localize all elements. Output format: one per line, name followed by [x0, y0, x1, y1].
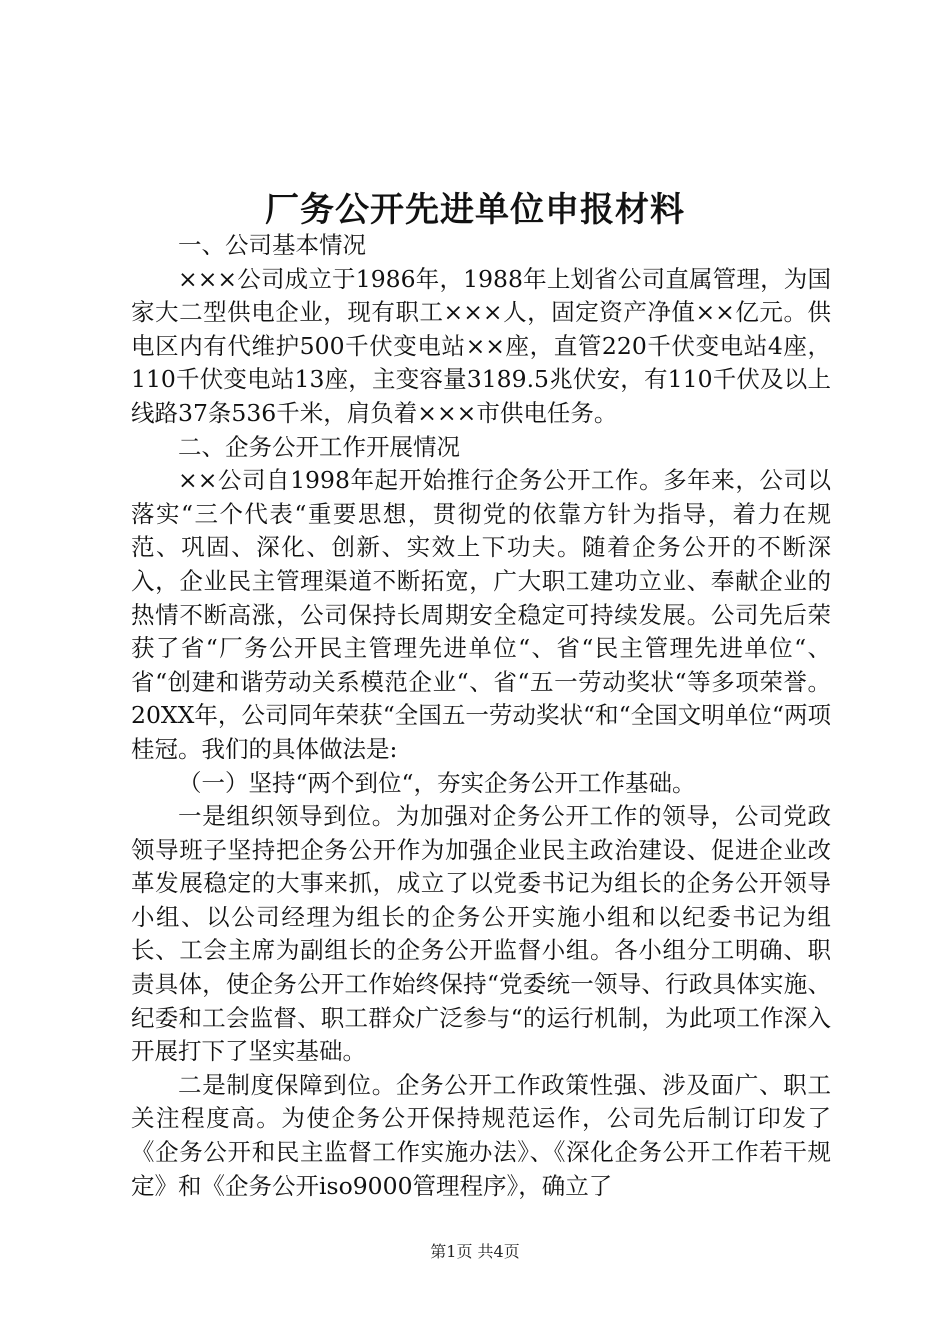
section-heading: 二、企务公开工作开展情况 — [178, 432, 460, 461]
page-number: 第1页 共4页 — [430, 1242, 520, 1261]
body-paragraph: ×××公司成立于1986年，1988年上划省公司直属管理，为国家大二型供电企业，现有职工×××人，固定资产净值××亿元。供电区内有代维护500千伏变电站××座，直管220千伏变电站4座，110千伏变电站13座，主变容量3189.5兆伏安，有110千伏及以上线路37条536千米，肩负着×××市供电任务。 — [131, 264, 831, 427]
document-title: 厂务公开先进单位申报材料 — [265, 190, 685, 230]
document-body — [131, 229, 831, 1203]
subsection-heading: （一）坚持“两个到位“，夯实企务公开工作基础。 — [178, 768, 696, 797]
body-paragraph: 二是制度保障到位。企务公开工作政策性强、涉及面广、职工关注程度高。为使企务公开保持规范运作，公司先后制订印发了《企务公开和民主监督工作实施办法》、《深化企务公开工作若干规定》和《企务公开iso9000管理程序》，确立了 — [131, 1070, 831, 1200]
body-paragraph: 一是组织领导到位。为加强对企务公开工作的领导，公司党政领导班子坚持把企务公开作为加强企业民主政治建设、促进企业改革发展稳定的大事来抓，成立了以党委书记为组长的企务公开领导小组、以公司经理为组长的企务公开实施小组和以纪委书记为组长、工会主席为副组长的企务公开监督小组。各小组分工明确、职责具体，使企务公开工作始终保持“党委统一领导、行政具体实施、纪委和工会监督、职工群众广泛参与“的运行机制，为此项工作深入开展打下了坚实基础。 — [131, 802, 831, 1066]
body-paragraph: ××公司自1998年起开始推行企务公开工作。多年来，公司以落实“三个代表“重要思想，贯彻党的依靠方针为指导，着力在规范、巩固、深化、创新、实效上下功夫。随着企务公开的不断深入，企业民主管理渠道不断拓宽，广大职工建功立业、奉献企业的热情不断高涨，公司保持长周期安全稳定可持续发展。公司先后荣获了省“厂务公开民主管理先进单位“、省“民主管理先进单位“、省“创建和谐劳动关系模范企业“、省“五一劳动奖状“等多项荣誉。20XX年，公司同年荣获“全国五一劳动奖状“和“全国文明单位“两项桂冠。我们的具体做法是: — [131, 466, 831, 763]
section-heading: 一、公司基本情况 — [178, 231, 366, 259]
